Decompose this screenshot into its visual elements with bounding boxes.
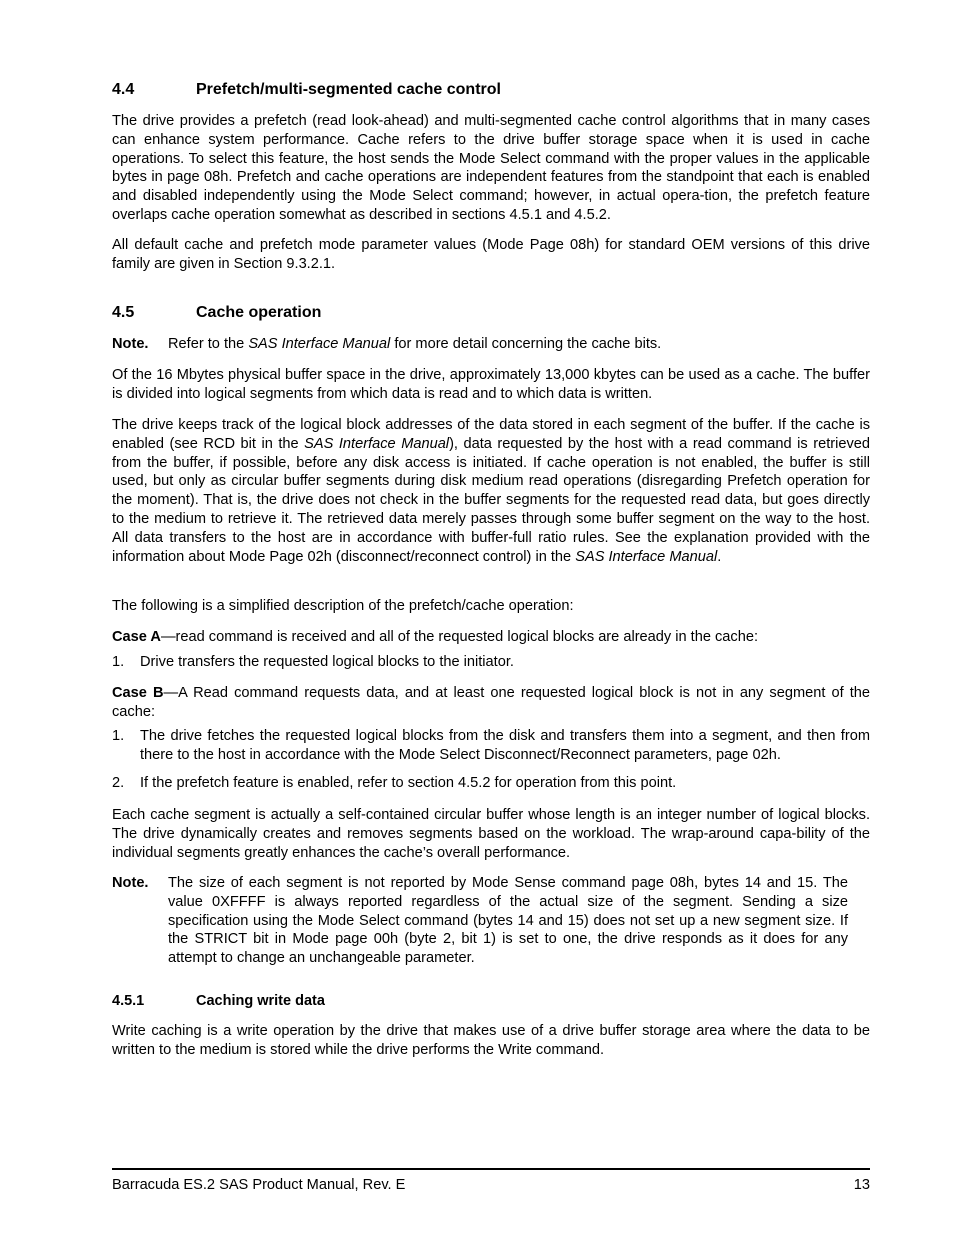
paragraph-logical-block-tracking: The drive keeps track of the logical block addresses of the data stored in each segment of the buffer. If the cache is enabled (see RCD bit in the SAS Interface Manual), data requested by the host with a read command is retrieved from the buffer, if possible, before any disk access is initiated. If cache operation is not enabled, the buffer is still used, but only as circular buffer segments during disk medium read operations (disregarding Prefetch operation for the moment). That is, the drive does not check in the buffer segments for the requested read data, but goes directly to the medium to retrieve it. The retrieved data merely passes through some buffer segment on the way to the host. All data transfers to the host are in accordance with buffer-full ratio rules. See the explanation provided with the information about Mode Page 02h (disconnect/reconnect control) in the SAS Interface Manual. xyxy=(112,417,870,565)
note-body: Refer to the SAS Interface Manual for more detail concerning the cache bits. xyxy=(168,336,662,352)
note-label: Note. xyxy=(112,875,149,891)
list-item: 1. Drive transfers the requested logical blocks to the initiator. xyxy=(112,654,514,670)
note-segment-size xyxy=(112,874,870,968)
case-b-intro: Case B—A Read command requests data, and at least one requested logical block is not in any segment of the cache: xyxy=(112,685,871,720)
paragraph-simplified-description: The following is a simplified description of the prefetch/cache operation: xyxy=(112,598,574,614)
page-number: 13 xyxy=(853,1177,870,1193)
footer-manual-title: Barracuda ES.2 SAS Product Manual, Rev. E xyxy=(112,1177,406,1193)
section-title: Prefetch/multi-segmented cache control xyxy=(196,81,501,98)
note-interface-manual xyxy=(112,335,870,354)
note-label: Note. xyxy=(112,336,149,352)
paragraph-default-values: All default cache and prefetch mode parameter values (Mode Page 08h) for standard OEM versions of this drive family are given in Section 9.3.2.1. xyxy=(112,237,870,272)
footer-divider xyxy=(112,1168,870,1170)
paragraph-prefetch-intro: The drive provides a prefetch (read look-ahead) and multi-segmented cache control algorithms that in many cases can enhance system performance. Cache refers to the drive buffer storage space when it is used in cache operations. To select this feature, the host sends the Mode Select command with the proper values in the applicable bytes in page 08h. Prefetch and cache operations are independent features from the standpoint that each is enabled and disabled independently using the Mode Select command; however, in actual opera-tion, the prefetch feature overlaps cache operation somewhat as described in sections 4.5.1 and 4.5.2. xyxy=(112,113,870,223)
list-item: 2. If the prefetch feature is enabled, refer to section 4.5.2 for operation from this point. xyxy=(112,775,677,791)
section-title: Cache operation xyxy=(196,304,322,321)
section-title: Caching write data xyxy=(196,993,325,1009)
paragraph-cache-segment: Each cache segment is actually a self-contained circular buffer whose length is an integer number of logical blocks. The drive dynamically creates and removes segments based on the workload. The wrap-around capa-bility of the individual segments greatly enhances the cache’s overall performance. xyxy=(112,807,870,861)
list-item: 1. The drive fetches the requested logical blocks from the disk and transfers them into a segment, and then from there to the host in accordance with the Mode Select Disconnect/Reconnect parameters, page 02h. xyxy=(112,728,870,763)
section-number: 4.5 xyxy=(112,304,135,321)
paragraph-write-caching: Write caching is a write operation by the drive that makes use of a drive buffer storage area where the data to be written to the medium is stored while the drive performs the Write command. xyxy=(112,1023,870,1058)
section-number: 4.5.1 xyxy=(112,993,145,1009)
paragraph-buffer-space: Of the 16 Mbytes physical buffer space in the drive, approximately 13,000 kbytes can be used as a cache. The buffer is divided into logical segments from which data is read and to which data is written. xyxy=(112,367,870,402)
section-number: 4.4 xyxy=(112,81,135,98)
case-a-intro: Case A—read command is received and all of the requested logical blocks are already in the cache: xyxy=(112,629,759,645)
note-body: The size of each segment is not reported by Mode Sense command page 08h, bytes 14 and 15. The value 0XFFFF is always reported regardless of the actual size of the segment. Sending a size specification using the Mode Select command (bytes 14 and 15) does not set up a new segment size. If the STRICT bit in Mode page 00h (byte 2, bit 1) is set to one, the drive responds as it does for any attempt to change an unchangeable parameter. xyxy=(168,875,848,967)
